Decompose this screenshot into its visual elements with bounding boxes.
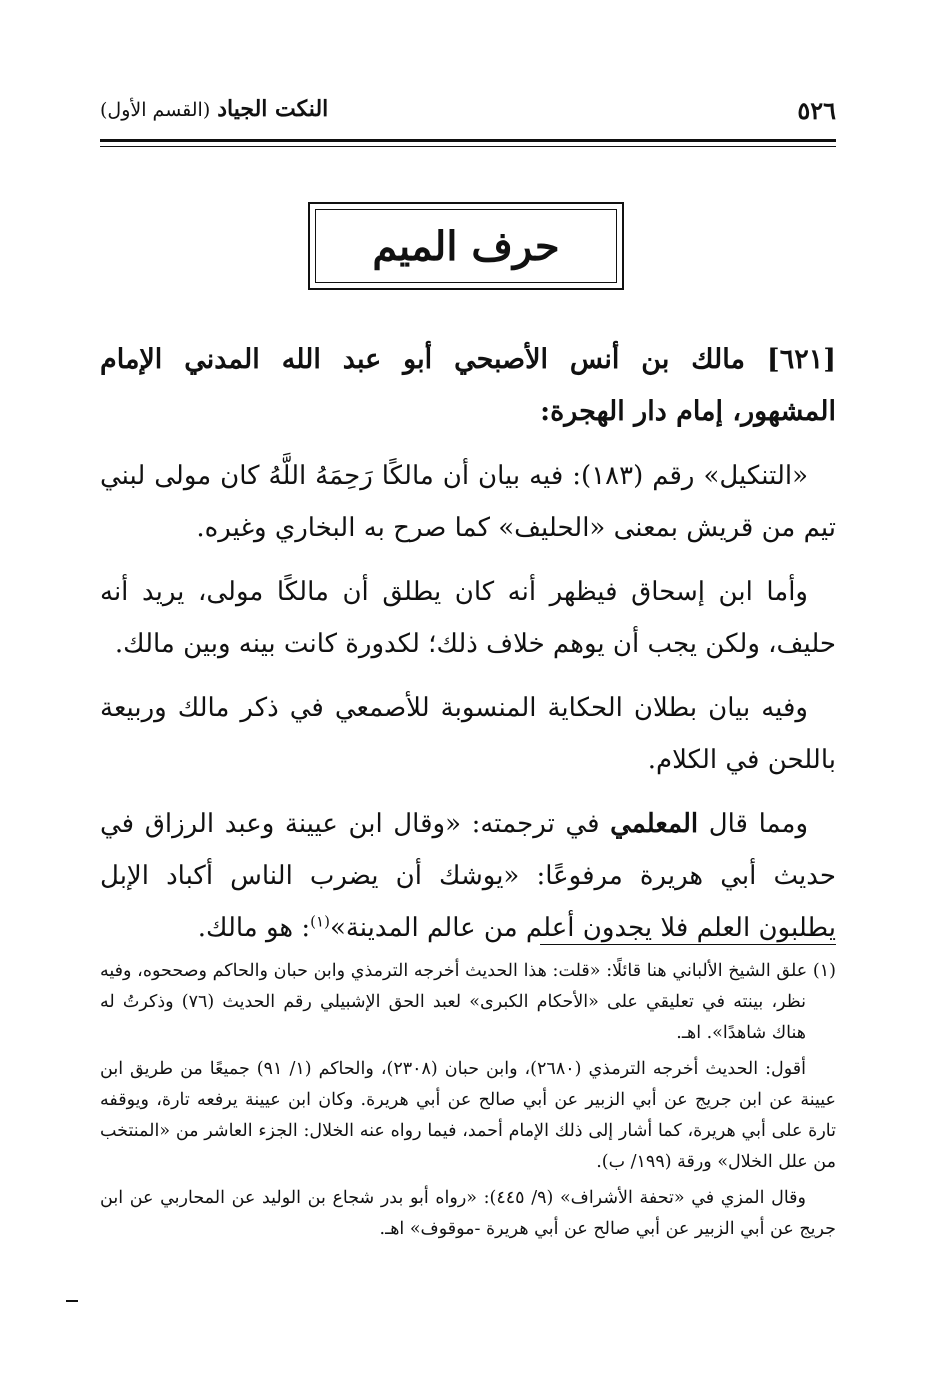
footnote-1-aqul: أقول: الحديث أخرجه الترمذي (٢٦٨٠)، وابن حبان (٢٣٠٨)، والحاكم (١/ ٩١) جميعًا من طريق ابن عيينة عن ابن جريج عن أبي الزبير عن أبي صالح عن أبي هريرة. وكان ابن عيينة يرفعه تارة، ويوقفه تارة على أبي هريرة، كما أشار إلى ذلك الإمام أحمد، فيما رواه عنه الخلال: الجزء العاشر من «المنتخب من علل الخلال» ورقة (١٩٩/ ب). <box>100 1059 836 1172</box>
book-part: (القسم الأول) <box>100 99 211 121</box>
header-rule-thin <box>100 146 836 147</box>
footnote-separator <box>540 944 836 945</box>
paragraph-asmai: وفيه بيان بطلان الحكاية المنسوبة للأصمعي في ذكر مالك وربيعة باللحن في الكلام. <box>100 693 836 775</box>
paragraph-muallimi-quote: في ترجمته: «وقال ابن عيينة وعبد الرزاق في حديث أبي هريرة مرفوعًا: «يوشك أن يضرب الناس أكباد الإبل يطلبون العلم فلا يجدون أعلم من عالم المدينة» <box>100 809 836 943</box>
book-title: النكت الجياد <box>217 96 329 122</box>
author-name-muallimi: المعلمي <box>610 809 699 839</box>
page-number: ٥٢٦ <box>797 96 836 125</box>
paragraph-muallimi-lead: ومما قال <box>708 809 809 839</box>
running-title <box>100 96 328 122</box>
chapter-title-inner-frame <box>315 209 617 283</box>
header-rule-thick <box>100 139 836 142</box>
footnote-1-albani: (١) علق الشيخ الألباني هنا قائلًا: «قلت: هذا الحديث أخرجه الترمذي وابن حبان والحاكم وصححوه، وفيه نظر، بينته في تعليقي على «الأحكام الكبرى» لعبد الحق الإشبيلي رقم الحديث (٧٦) وذكرتُ له هناك شاهدًا». اهـ. <box>100 961 836 1043</box>
entry-heading: [٦٢١] مالك بن أنس الأصبحي أبو عبد الله المدني الإمام المشهور، إمام دار الهجرة: <box>100 344 836 427</box>
chapter-title: حرف الميم <box>372 222 560 270</box>
footnotes <box>100 956 836 1250</box>
paragraph-muallimi-end: : هو مالك. <box>197 913 311 943</box>
main-text <box>100 334 836 966</box>
footnote-reference[interactable]: (١) <box>310 912 330 931</box>
paragraph-tankil: «التنكيل» رقم (١٨٣): فيه بيان أن مالكًا رَحِمَهُ اللَّهُ كان مولى لبني تيم من قريش بمعنى «الحليف» كما صرح به البخاري وغيره. <box>100 461 836 543</box>
paragraph-ibn-ishaq: وأما ابن إسحاق فيظهر أنه كان يطلق أن مالكًا مولى، يريد أنه حليف، ولكن يجب أن يوهم خلاف ذلك؛ لكدورة كانت بينه وبين مالك. <box>100 577 836 659</box>
page-header <box>100 92 836 132</box>
margin-mark <box>66 1300 78 1302</box>
paragraph-muallimi <box>100 798 836 954</box>
chapter-title-frame <box>308 202 624 290</box>
footnote-1-mizzi: وقال المزي في «تحفة الأشراف» (٩/ ٤٤٥): «رواه أبو بدر شجاع بن الوليد عن المحاربي عن ابن جريج عن أبي الزبير عن أبي صالح عن أبي هريرة -موقوف» اهـ. <box>100 1188 836 1239</box>
